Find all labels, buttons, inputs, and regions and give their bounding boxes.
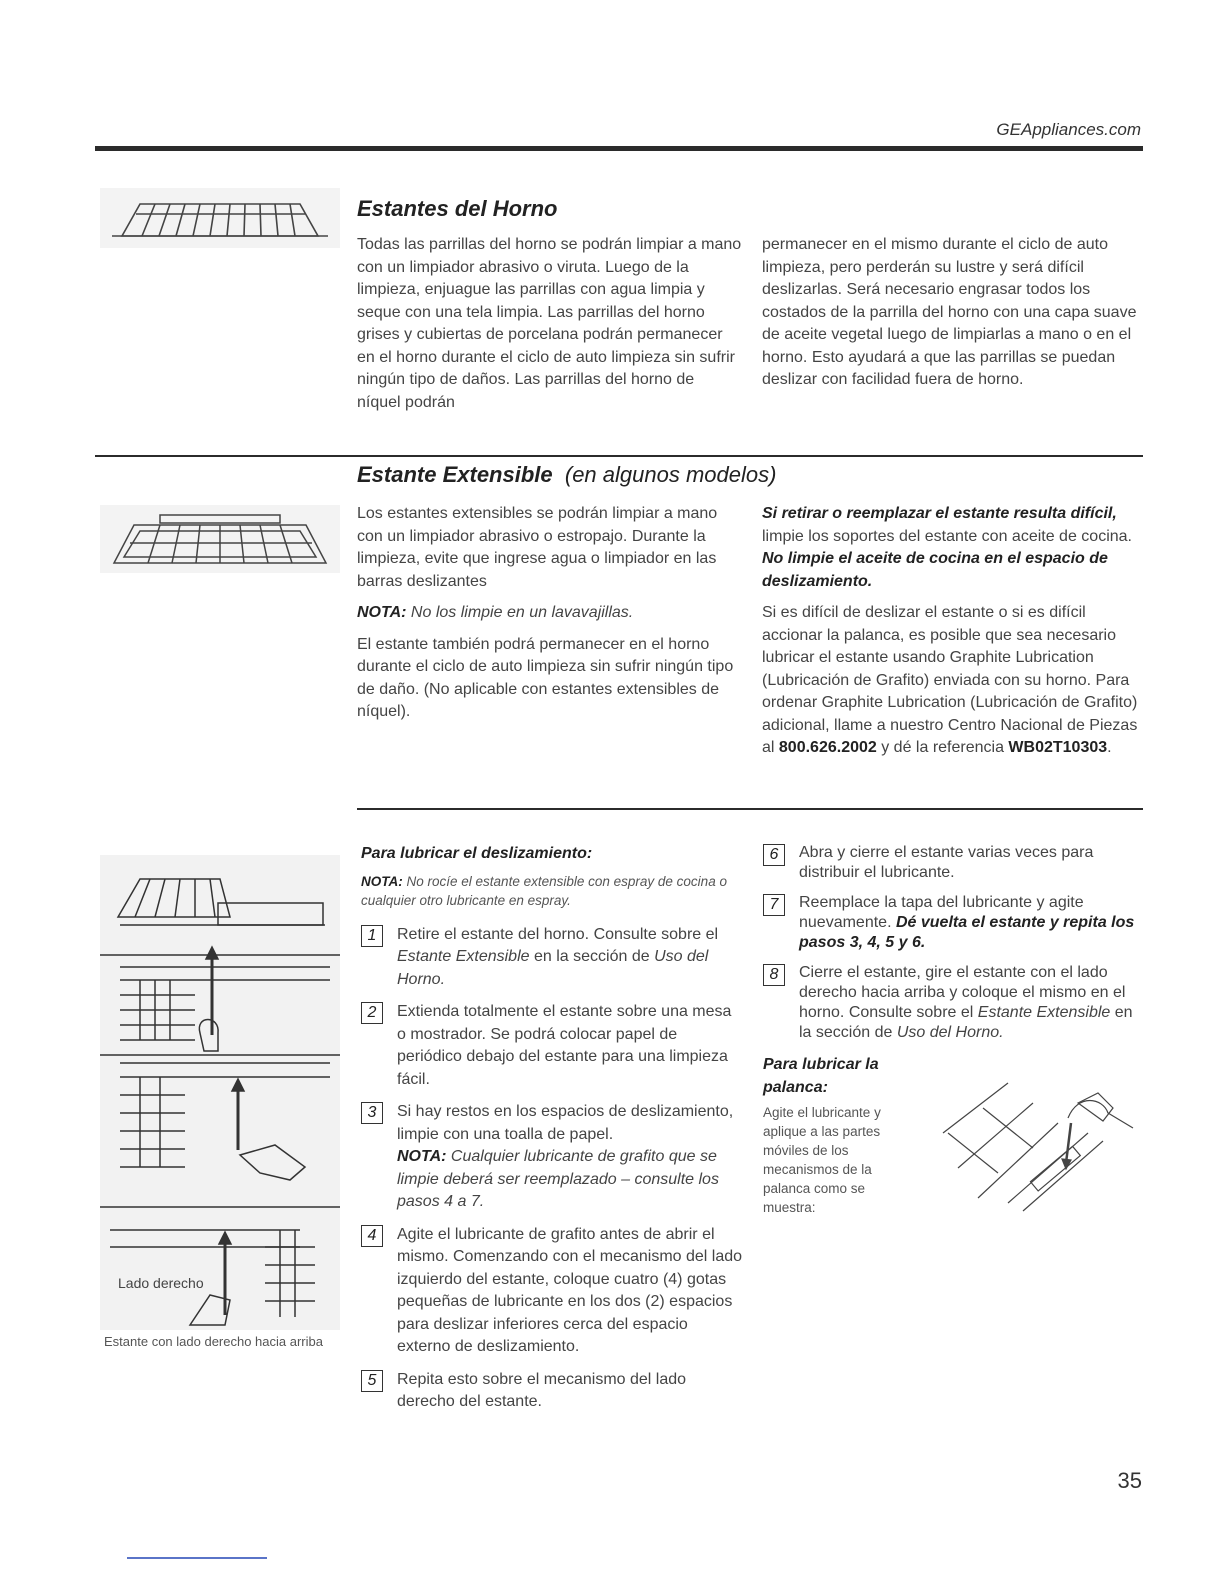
step-8 — [763, 963, 1145, 1043]
text: Retire el estante del horno. Consulte sobre el — [397, 925, 719, 943]
step-7 — [763, 893, 1145, 953]
text: en la sección de — [529, 948, 655, 965]
period: . — [1107, 739, 1112, 756]
phone-number: 800.626.2002 — [778, 739, 877, 756]
lubrication-paragraph — [762, 602, 1144, 760]
rack-slide-illustrations — [100, 855, 340, 1330]
paragraph: El estante también podrá permanecer en el horno durante el ciclo de auto limpieza sin sufrir ningún tipo de daño. (No aplicable con estantes extensibles de níquel). — [357, 635, 734, 720]
oven-rack-illustration — [100, 188, 340, 248]
lubricate-slide-heading: Para lubricar el deslizamiento: — [361, 845, 593, 862]
paragraph: Los estantes extensibles se podrán limpiar a mano con un limpiador abrasivo o estropajo. Durante la limpieza, evite que ingrese agua o limpiador en las barras deslizantes — [357, 505, 718, 590]
step-number: 5 — [361, 1370, 383, 1392]
title-sub: (en algunos modelos) — [564, 462, 777, 487]
reference-text: y dé la referencia — [881, 739, 1004, 756]
step-number: 2 — [361, 1002, 383, 1024]
warning-bold-2: No limpie el aceite de cocina en el espacio de deslizamiento. — [762, 550, 1108, 590]
text: en la sección de — [799, 1004, 1133, 1041]
step-text: Extienda totalmente el estante sobre una mesa o mostrador. Se podrá colocar papel de periódico debajo del estante para una limpieza fácil. — [397, 1003, 732, 1088]
lubrication-text: Si es difícil de deslizar el estante o si es difícil accionar la palanca, es posible que sea necesario lubricar el estante usando Graphite Lubrication (Lubricación de Grafito) enviada con su horno. Para ordenar Graphite Lubrication (Lubricación de Grafito) adicional, llame a nuestro Centro Nacional de Piezas al — [762, 604, 1138, 756]
step-text: Repita esto sobre el mecanismo del lado derecho del estante. — [397, 1370, 687, 1410]
warning-text: limpie los soportes del estante con aceite de cocina. — [762, 527, 1132, 545]
step-number: 3 — [361, 1102, 383, 1124]
section3-column-left — [361, 843, 743, 1424]
site-url: GEAppliances.com — [996, 120, 1141, 139]
section-divider — [95, 455, 1143, 457]
note-text: Cualquier lubricante de grafito que se limpie deberá ser reemplazado – consulte los pasos 4 a 7. — [397, 1148, 719, 1210]
section2-column-left — [357, 503, 742, 733]
lever-text-block — [763, 1053, 913, 1218]
step-note — [397, 1146, 743, 1214]
step-5 — [361, 1369, 743, 1414]
footer-accent-line — [127, 1557, 267, 1559]
step-text: Agite el lubricante de grafito antes de abrir el mismo. Comenzando con el mecanismo del lado izquierdo del estante, coloque cuatro (4) gotas pequeñas de lubricante en los dos (2) espacios para deslizar inferiores cerca del espacio externo de deslizamiento. — [397, 1225, 743, 1355]
step-number: 7 — [763, 894, 785, 916]
note-label: NOTA: — [361, 873, 403, 889]
step-1 — [361, 924, 743, 992]
section-divider — [357, 808, 1143, 810]
extension-rack-illustration — [100, 505, 340, 573]
note-text: No rocíe el estante extensible con espray de cocina o cualquier otro lubricante en espray. — [361, 873, 727, 908]
text: Cierre el estante, gire el estante con el lado derecho hacia arriba y coloque el mismo en el horno. Consulte sobre el — [799, 964, 1126, 1021]
step-text — [799, 963, 1145, 1043]
ref-extension-rack: Estante Extensible — [397, 948, 530, 965]
part-number: WB02T10303 — [1008, 739, 1108, 756]
step-number: 8 — [763, 964, 785, 986]
text: Reemplace la tapa del lubricante y agite nuevamente. — [799, 894, 1084, 931]
note-text: No los limpie en un lavavajillas. — [410, 604, 634, 621]
bold-instruction: Dé vuelta el estante y repita los pasos 3, 4, 5 y 6. — [799, 914, 1135, 951]
note-label: NOTA: — [397, 1148, 447, 1165]
figure-caption: Estante con lado derecho hacia arriba — [104, 1334, 323, 1349]
section-title-extension-rack — [357, 462, 776, 488]
note — [357, 602, 742, 625]
lever-section — [763, 1053, 1145, 1218]
figure-label: Lado derecho — [118, 1275, 204, 1291]
step-text — [799, 893, 1145, 953]
step-3 — [361, 1101, 743, 1214]
step-text: Abra y cierre el estante varias veces para distribuir el lubricante. — [799, 844, 1094, 881]
step-text — [397, 1101, 743, 1214]
ref-oven-use: Uso del Horno. — [896, 1024, 1004, 1041]
lever-illustration — [938, 1063, 1138, 1218]
section2-column-right — [762, 503, 1144, 769]
step-number: 6 — [763, 844, 785, 866]
lever-instructions: Agite el lubricante y aplique a las partes móviles de los mecanismos de la palanca como se muestra: — [763, 1105, 881, 1215]
section3-column-right — [763, 843, 1145, 1218]
lubricate-lever-heading: Para lubricar la palanca: — [763, 1056, 879, 1096]
ref-extension-rack: Estante Extensible — [977, 1004, 1111, 1021]
step-2 — [361, 1001, 743, 1091]
step-text — [397, 924, 743, 992]
warning-bold: Si retirar o reemplazar el estante resulta difícil, — [762, 505, 1117, 522]
step-number: 4 — [361, 1225, 383, 1247]
step-number: 1 — [361, 925, 383, 947]
page-number: 35 — [1117, 1468, 1142, 1493]
step-4 — [361, 1224, 743, 1359]
title-main: Estante Extensible — [357, 462, 553, 487]
section-title-oven-racks: Estantes del Horno — [357, 196, 558, 221]
warning-paragraph — [762, 503, 1144, 593]
section1-column-right: permanecer en el mismo durante el ciclo de auto limpieza, pero perderán su lustre y será difícil deslizarlas. Será necesario engrasar todos los costados de la parrilla del horno con una capa suave de aceite vegetal luego de limpiarlas a mano o en el horno. Esto ayudará a que las parrillas se puedan deslizar con facilidad fuera de horno. — [762, 236, 1137, 388]
section1-column-left: Todas las parrillas del horno se podrán limpiar a mano con un limpiador abrasivo o viruta. Luego de la limpieza, enjuague las parrillas con agua limpia y seque con una tela limpia. Las parrillas del horno grises y cubiertas de porcelana podrán permanecer en el horno durante el ciclo de auto limpieza sin sufrir ningún tipo de daños. Las parrillas del horno de níquel podrán — [357, 236, 742, 411]
step-6 — [763, 843, 1145, 883]
text: Si hay restos en los espacios de deslizamiento, limpie con una toalla de papel. — [397, 1103, 734, 1143]
ref-oven-use: Uso del Horno. — [397, 948, 709, 988]
header-rule — [95, 146, 1143, 151]
spray-note — [361, 872, 743, 910]
note-label: NOTA: — [357, 604, 407, 621]
